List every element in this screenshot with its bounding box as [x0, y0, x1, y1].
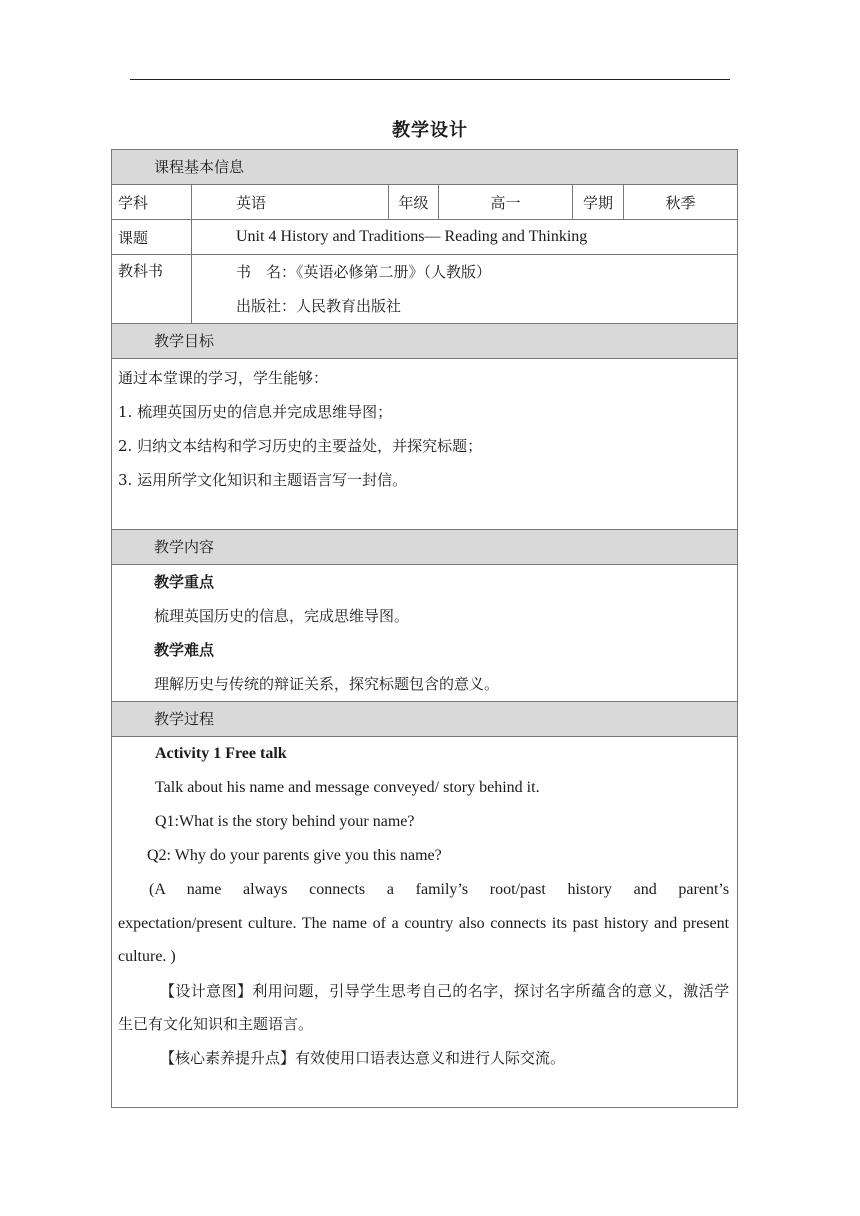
activity-line: Talk about his name and message conveyed/ story behind it.	[155, 779, 540, 796]
textbook-name: 书 名：《英语必修第二册》（人教版）	[236, 263, 492, 281]
answer-paragraph-rest: expectation/present culture. The name of a country also connects its past history and present culture. )	[118, 915, 730, 965]
goals-intro: 通过本堂课的学习，学生能够：	[118, 369, 329, 387]
subject-value: 英语	[192, 185, 389, 220]
textbook-row	[112, 255, 738, 324]
topic-label: 课题	[112, 220, 192, 255]
question-2: Q2: Why do your parents give you this name?	[147, 847, 442, 864]
grade-label: 年级	[389, 185, 439, 220]
goal-item: 3. 运用所学文化知识和主题语言写一封信。	[118, 471, 408, 489]
goal-item: 2. 归纳文本结构和学习历史的主要益处，并探究标题；	[118, 437, 483, 455]
goal-item: 1. 梳理英国历史的信息并完成思维导图；	[118, 403, 393, 421]
topic-row	[112, 220, 738, 255]
topic-value: Unit 4 History and Traditions— Reading and Thinking	[192, 220, 738, 255]
difficult-points-label: 教学难点	[154, 641, 215, 659]
core-literacy: 【核心素养提升点】有效使用口语表达意义和进行人际交流。	[160, 1049, 566, 1067]
section-header-goals: 教学目标	[112, 324, 738, 359]
subject-row	[112, 185, 738, 220]
key-points-label: 教学重点	[154, 573, 215, 591]
lesson-plan-table	[111, 149, 738, 1108]
header-rule	[130, 79, 730, 80]
document-title: 教学设计	[392, 120, 468, 141]
activity-title: Activity 1 Free talk	[155, 745, 287, 762]
term-value: 秋季	[624, 185, 738, 220]
difficult-points-text: 理解历史与传统的辩证关系，探究标题包含的意义。	[154, 675, 500, 693]
section-header-content: 教学内容	[112, 530, 738, 565]
design-intent: 【设计意图】利用问题，引导学生思考自己的名字，探讨名字所蕴含的意义，激活学生已有文化知识和主题语言。	[118, 982, 730, 1033]
subject-label: 学科	[112, 185, 192, 220]
grade-value: 高一	[439, 185, 573, 220]
content-cell	[112, 565, 738, 702]
section-header-process: 教学过程	[112, 702, 738, 737]
key-points-text: 梳理英国历史的信息，完成思维导图。	[154, 607, 410, 625]
textbook-publisher: 出版社：人民教育出版社	[236, 297, 402, 315]
goals-cell	[112, 359, 738, 530]
section-header-basic-info: 课程基本信息	[112, 150, 738, 185]
answer-paragraph-line1: (A name always connects a family’s root/past history and parent’s	[149, 881, 730, 898]
textbook-label: 教科书	[118, 262, 164, 280]
term-label: 学期	[573, 185, 624, 220]
process-cell	[112, 737, 738, 1108]
question-1: Q1:What is the story behind your name?	[155, 813, 415, 830]
